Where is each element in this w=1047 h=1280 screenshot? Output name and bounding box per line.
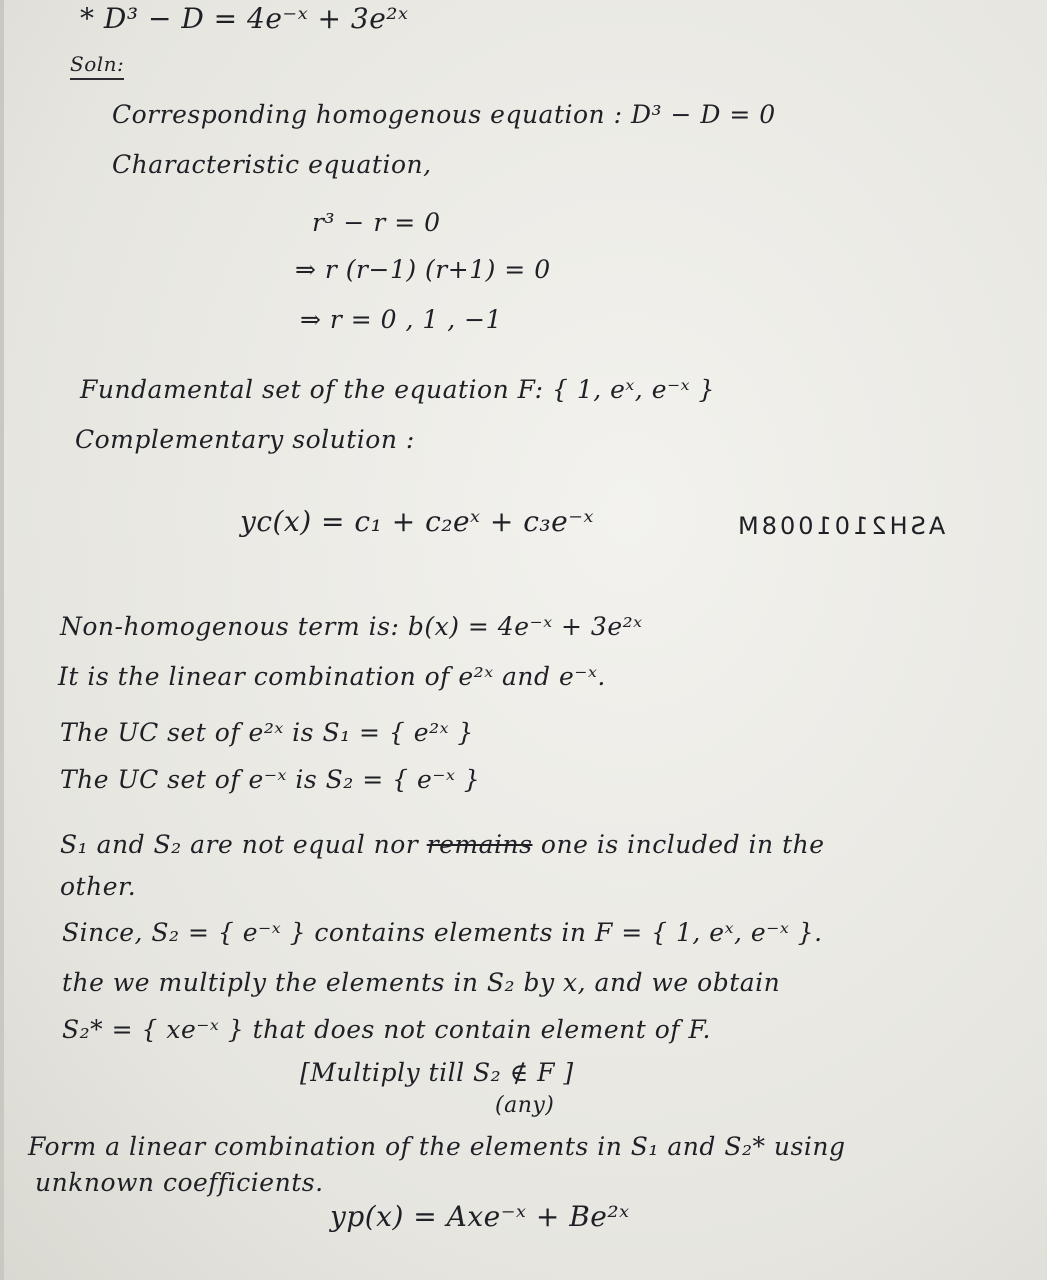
struck-word: remains — [426, 830, 533, 859]
fundamental-set-line: Fundamental set of the equation F: { 1, eˣ, e⁻ˣ } — [80, 375, 715, 404]
uc-set-s1-line: The UC set of e²ˣ is S₁ = { e²ˣ } — [60, 718, 474, 747]
solution-heading: Soln: — [70, 52, 124, 80]
multiply-note-sub: (any) — [495, 1093, 555, 1118]
uc-set-s2-line: The UC set of e⁻ˣ is S₂ = { e⁻ˣ } — [60, 765, 481, 794]
complementary-solution-formula: yc(x) = c₁ + c₂eˣ + c₃e⁻ˣ — [240, 505, 594, 538]
homogeneous-equation-line: Corresponding homogenous equation : D³ − D = 0 — [112, 100, 776, 129]
comparison-text-b: one is included in the — [532, 830, 825, 859]
comparison-continuation: other. — [60, 872, 137, 901]
form-combination-line: Form a linear combination of the elements in S₁ and S₂* using — [28, 1132, 846, 1161]
s2-star-line: S₂* = { xe⁻ˣ } that does not contain element of F. — [62, 1015, 711, 1044]
since-line: Since, S₂ = { e⁻ˣ } contains elements in F = { 1, eˣ, e⁻ˣ }. — [62, 918, 823, 947]
roots-line: ⇒ r = 0 , 1 , −1 — [300, 305, 503, 334]
unknown-coefficients-line: unknown coefficients. — [35, 1168, 324, 1197]
linear-combination-line: It is the linear combination of e²ˣ and e⁻ˣ. — [58, 662, 606, 691]
page-edge — [0, 0, 4, 1280]
multiply-line: the we multiply the elements in S₂ by x, and we obtain — [62, 968, 781, 997]
comparison-text-a: S₁ and S₂ are not equal nor — [60, 830, 427, 859]
mirrored-id-text: ASH2101008M — [735, 512, 946, 540]
problem-statement: * D³ − D = 4e⁻ˣ + 3e²ˣ — [80, 2, 409, 35]
particular-solution-formula: yp(x) = Axe⁻ˣ + Be²ˣ — [330, 1200, 630, 1233]
comparison-line — [60, 830, 825, 859]
nonhomogeneous-term-line: Non-homogenous term is: b(x) = 4e⁻ˣ + 3e²ˣ — [60, 612, 643, 641]
characteristic-equation-label: Characteristic equation, — [112, 150, 432, 179]
characteristic-polynomial: r³ − r = 0 — [312, 208, 441, 237]
factored-polynomial: ⇒ r (r−1) (r+1) = 0 — [295, 255, 551, 284]
multiply-note: [Multiply till S₂ ∉ F ] — [300, 1058, 574, 1087]
complementary-solution-label: Complementary solution : — [75, 425, 415, 454]
